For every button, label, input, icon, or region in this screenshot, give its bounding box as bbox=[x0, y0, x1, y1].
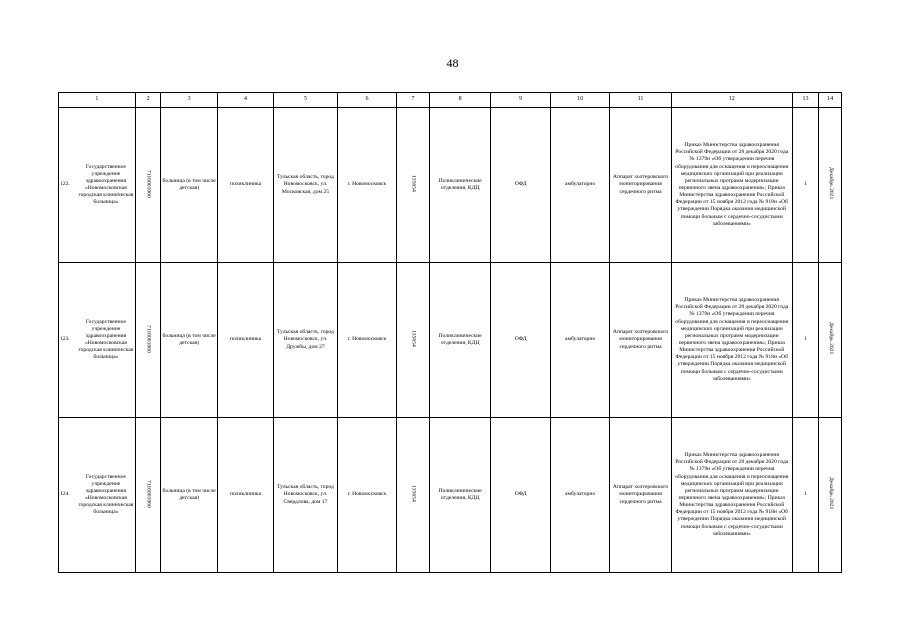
unit: Поликлинические отделения, КДЦ bbox=[429, 418, 490, 573]
department: поликлиника bbox=[217, 418, 273, 573]
column-header: 2 bbox=[135, 93, 161, 108]
legal-basis: Приказ Министерства здравоохранения Российской Федерации от 28 декабря 2020 года № 1379н «Об утверждении перечня оборудования для оснащения и переоснащения медицинских организаций при реализации региональных программ модернизации первичного звена здравоохранения»; Приказ Министерства здравоохранения Российской Федерации от 15 ноября 2012 года № 918н «Об утверждении Порядка оказания медицинской помощи больным с сердечно-сосудистыми заболеваниями» bbox=[671, 418, 792, 573]
quantity: 1 bbox=[792, 108, 819, 263]
unit: Поликлинические отделения, КДЦ bbox=[429, 108, 490, 263]
page-number: 48 bbox=[446, 56, 459, 70]
column-header: 11 bbox=[610, 93, 671, 108]
column-header: 6 bbox=[337, 93, 396, 108]
delivery-date: Декабрь 2021 bbox=[819, 418, 842, 573]
ofd: ОФД bbox=[491, 108, 550, 263]
legal-basis: Приказ Министерства здравоохранения Российской Федерации от 28 декабря 2020 года № 1379н «Об утверждении перечня оборудования для оснащения и переоснащения медицинских организаций при реализации региональных программ модернизации первичного звена здравоохранения»; Приказ Министерства здравоохранения Российской Федерации от 15 ноября 2012 года № 918н «Об утверждении Порядка оказания медицинской помощи больным с сердечно-сосудистыми заболеваниями» bbox=[671, 108, 792, 263]
ofd: ОФД bbox=[491, 418, 550, 573]
facility-type: больница (в том числе детская) bbox=[161, 108, 217, 263]
city: г. Новомосковск bbox=[337, 108, 396, 263]
column-header: 7 bbox=[397, 93, 430, 108]
department: поликлиника bbox=[217, 263, 273, 418]
equipment-table bbox=[58, 92, 842, 573]
address: Тульская область, город Новомосковск, ул. Московская, дом 25 bbox=[274, 108, 338, 263]
device-name: Аппарат холтеровского мониторирования сердечного ритма bbox=[610, 418, 671, 573]
column-header: 10 bbox=[550, 93, 609, 108]
device-name: Аппарат холтеровского мониторирования сердечного ритма bbox=[610, 108, 671, 263]
inn-code: 7116001060 bbox=[135, 418, 161, 573]
table-row bbox=[59, 263, 842, 418]
column-header: 4 bbox=[217, 93, 273, 108]
department: поликлиника bbox=[217, 108, 273, 263]
ofd: ОФД bbox=[491, 263, 550, 418]
table-row bbox=[59, 108, 842, 263]
delivery-date: Декабрь 2021 bbox=[819, 108, 842, 263]
postal-index: 135654 bbox=[397, 108, 430, 263]
row-number: 124. bbox=[60, 491, 70, 498]
facility-type: больница (в том числе детская) bbox=[161, 418, 217, 573]
column-header: 12 bbox=[671, 93, 792, 108]
unit: Поликлинические отделения, КДЦ bbox=[429, 263, 490, 418]
care-mode: амбулаторно bbox=[550, 263, 609, 418]
table-row bbox=[59, 418, 842, 573]
city: г. Новомосковск bbox=[337, 418, 396, 573]
inn-code: 7116001060 bbox=[135, 263, 161, 418]
column-header: 8 bbox=[429, 93, 490, 108]
column-header: 14 bbox=[819, 93, 842, 108]
delivery-date: Декабрь 2021 bbox=[819, 263, 842, 418]
column-header: 1 bbox=[59, 93, 136, 108]
row-number-and-organization bbox=[59, 108, 136, 263]
quantity: 1 bbox=[792, 263, 819, 418]
address: Тульская область, город Новомосковск, ул. Дружбы, дом 27 bbox=[274, 263, 338, 418]
row-number: 122. bbox=[60, 181, 70, 188]
postal-index: 135654 bbox=[397, 418, 430, 573]
inn-code: 7116001060 bbox=[135, 108, 161, 263]
column-header: 13 bbox=[792, 93, 819, 108]
address: Тульская область, город Новомосковск, ул. Свердлова, дом 17 bbox=[274, 418, 338, 573]
column-header: 5 bbox=[274, 93, 338, 108]
device-name: Аппарат холтеровского мониторирования сердечного ритма bbox=[610, 263, 671, 418]
organization-name: Государственное учреждение здравоохранения «Новомосковская городская клиническая больница» bbox=[78, 473, 134, 516]
city: г. Новомосковск bbox=[337, 263, 396, 418]
row-number-and-organization bbox=[59, 418, 136, 573]
column-number-row bbox=[59, 93, 842, 108]
organization-name: Государственное учреждение здравоохранения «Новомосковская городская клиническая больница» bbox=[78, 163, 134, 206]
facility-type: больница (в том числе детская) bbox=[161, 263, 217, 418]
legal-basis: Приказ Министерства здравоохранения Российской Федерации от 28 декабря 2020 года № 1379н «Об утверждении перечня оборудования для оснащения и переоснащения медицинских организаций при реализации региональных программ модернизации первичного звена здравоохранения»; Приказ Министерства здравоохранения Российской Федерации от 15 ноября 2012 года № 918н «Об утверждении Порядка оказания медицинской помощи больным с сердечно-сосудистыми заболеваниями» bbox=[671, 263, 792, 418]
postal-index: 135654 bbox=[397, 263, 430, 418]
column-header: 3 bbox=[161, 93, 217, 108]
quantity: 1 bbox=[792, 418, 819, 573]
care-mode: амбулаторно bbox=[550, 418, 609, 573]
column-header: 9 bbox=[491, 93, 550, 108]
row-number-and-organization bbox=[59, 263, 136, 418]
row-number: 123. bbox=[60, 336, 70, 343]
care-mode: амбулаторно bbox=[550, 108, 609, 263]
organization-name: Государственное учреждение здравоохранения «Новомосковская городская клиническая больница» bbox=[78, 318, 134, 361]
